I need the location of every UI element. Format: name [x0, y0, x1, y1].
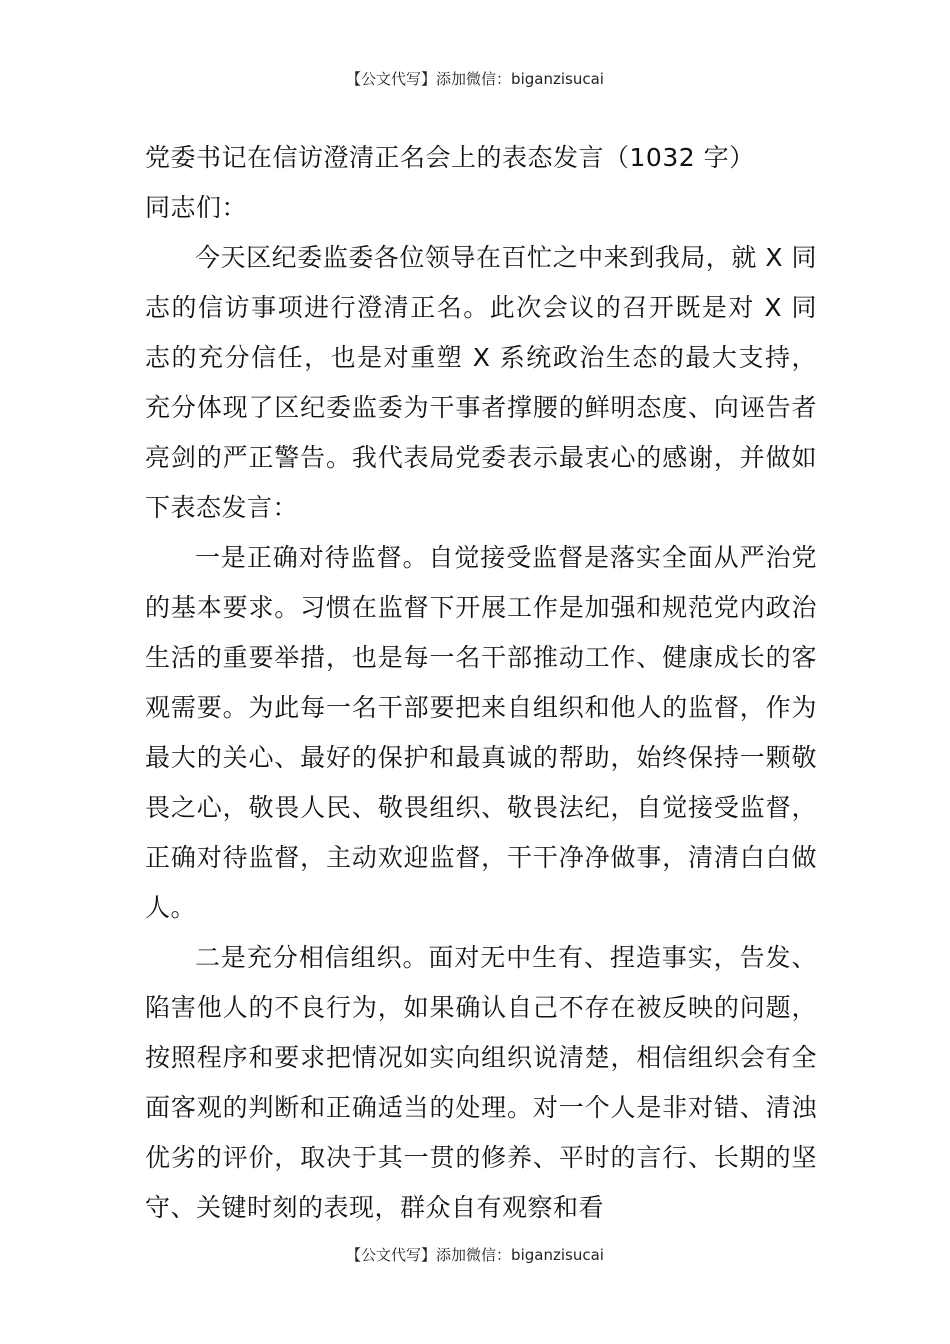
document-body — [145, 133, 817, 1233]
paragraph-point-one: 一是正确对待监督。自觉接受监督是落实全面从严治党的基本要求。习惯在监督下开展工作是加强和规范党内政治生活的重要举措，也是每一名干部推动工作、健康成长的客观需要。为此每一名干部要把来自组织和他人的监督，作为最大的关心、最好的保护和最真诚的帮助，始终保持一颗敬畏之心，敬畏人民、敬畏组织、敬畏法纪，自觉接受监督，正确对待监督，主动欢迎监督，干干净净做事，清清白白做人。 — [145, 543, 817, 922]
document-title: 党委书记在信访澄清正名会上的表态发言（1032 字） — [145, 143, 755, 172]
page-header: 【公文代写】添加微信：biganzisucai — [346, 70, 604, 88]
paragraph-point-two: 二是充分相信组织。面对无中生有、捏造事实，告发、陷害他人的不良行为，如果确认自己不存在被反映的问题，按照程序和要求把情况如实向组织说清楚，相信组织会有全面客观的判断和正确适当的处理。对一个人是非对错、清浊优劣的评价，取决于其一贯的修养、平时的言行、长期的坚守、关键时刻的表现，群众自有观察和看 — [145, 943, 817, 1222]
salutation: 同志们： — [145, 193, 248, 222]
page-footer: 【公文代写】添加微信：biganzisucai — [346, 1246, 604, 1264]
paragraph-intro: 今天区纪委监委各位领导在百忙之中来到我局，就 X 同志的信访事项进行澄清正名。此次会议的召开既是对 X 同志的充分信任，也是对重塑 X 系统政治生态的最大支持，充分体现了区纪委监委为干事者撑腰的鲜明态度、向诬告者亮剑的严正警告。我代表局党委表示最衷心的感谢，并做如下表态发言： — [145, 243, 817, 522]
